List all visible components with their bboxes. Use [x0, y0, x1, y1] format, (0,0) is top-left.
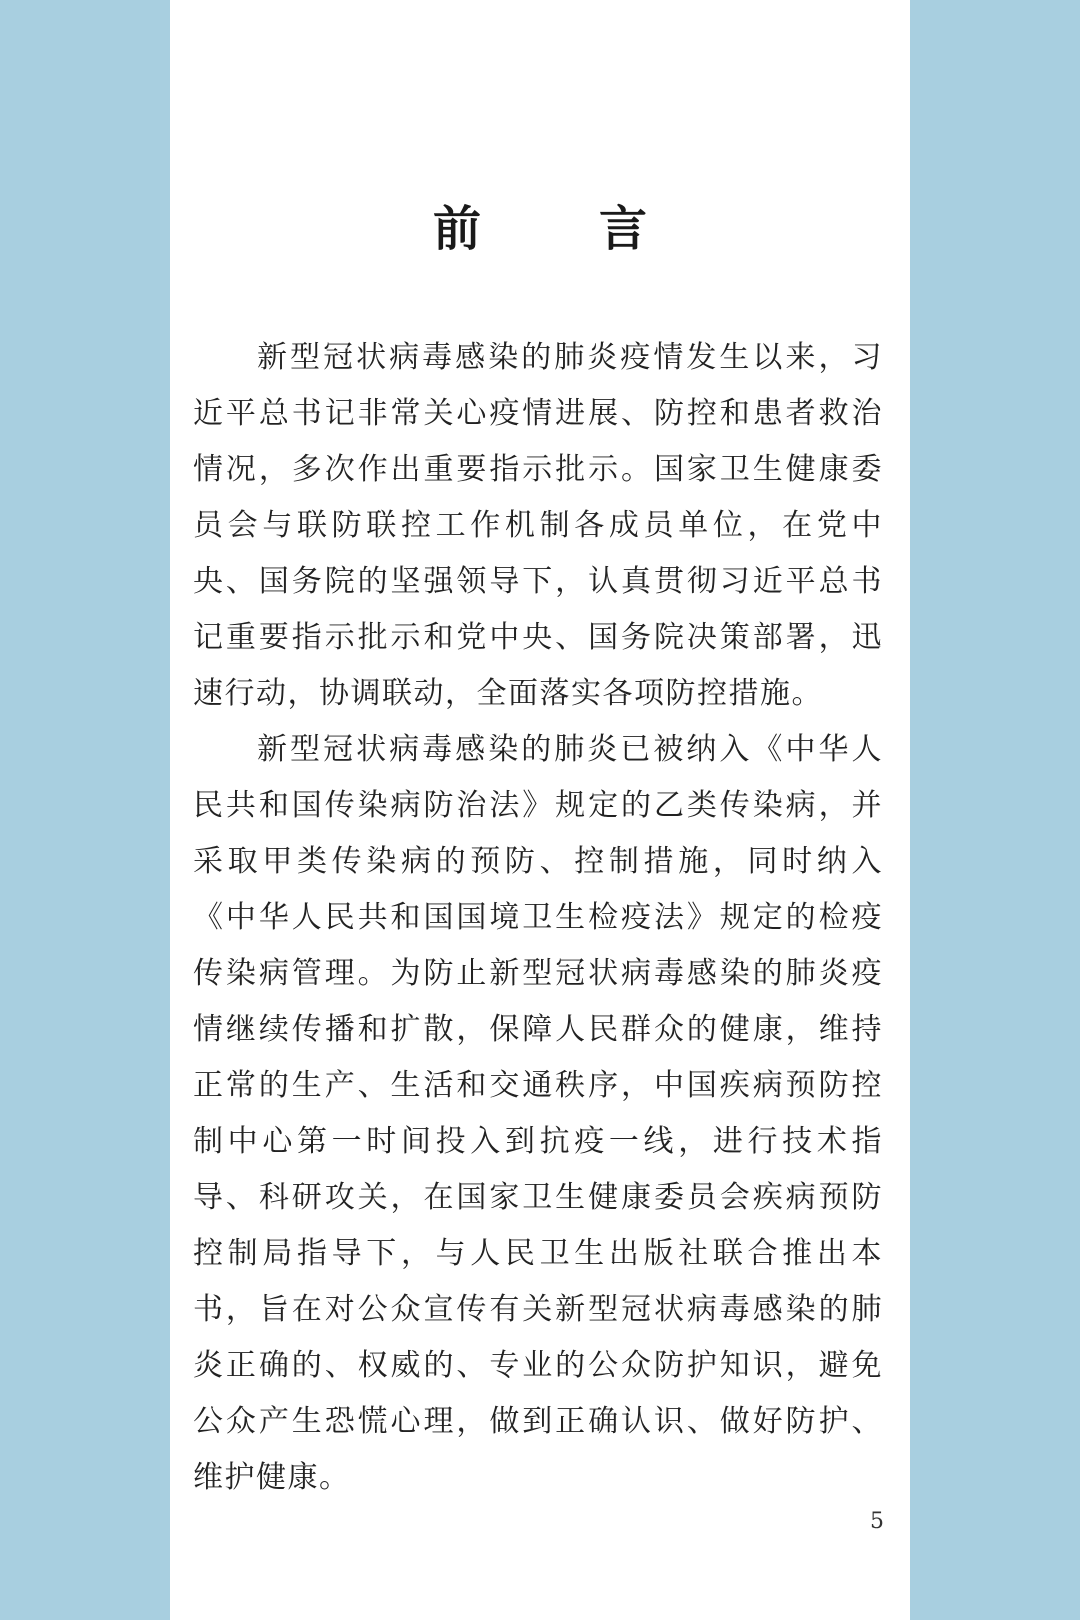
right-blue-band: [910, 0, 1080, 1620]
paragraph-2: 新型冠状病毒感染的肺炎已被纳入《中华人民共和国传染病防治法》规定的乙类传染病，并采取甲类传染病的预防、控制措施，同时纳入《中华人民共和国国境卫生检疫法》规定的检疫传染病管理。为防止新型冠状病毒感染的肺炎疫情继续传播和扩散，保障人民群众的健康，维持正常的生产、生活和交通秩序，中国疾病预防控制中心第一时间投入到抗疫一线，进行技术指导、科研攻关，在国家卫生健康委员会疾病预防控制局指导下，与人民卫生出版社联合推出本书，旨在对公众宣传有关新型冠状病毒感染的肺炎正确的、权威的、专业的公众防护知识，避免公众产生恐慌心理，做到正确认识、做好防护、维护健康。: [193, 732, 883, 1495]
title-char-2: 言: [598, 201, 647, 257]
document-page: [170, 0, 910, 1620]
page-number: 5: [870, 1509, 884, 1534]
preface-body: [193, 330, 883, 1506]
left-blue-band: [0, 0, 170, 1620]
page-title: [170, 201, 910, 257]
paragraph-1: 新型冠状病毒感染的肺炎疫情发生以来，习近平总书记非常关心疫情进展、防控和患者救治情况，多次作出重要指示批示。国家卫生健康委员会与联防联控工作机制各成员单位，在党中央、国务院的坚强领导下，认真贯彻习近平总书记重要指示批示和党中央、国务院决策部署，迅速行动，协调联动，全面落实各项防控措施。: [193, 340, 883, 711]
title-char-1: 前: [432, 201, 481, 257]
